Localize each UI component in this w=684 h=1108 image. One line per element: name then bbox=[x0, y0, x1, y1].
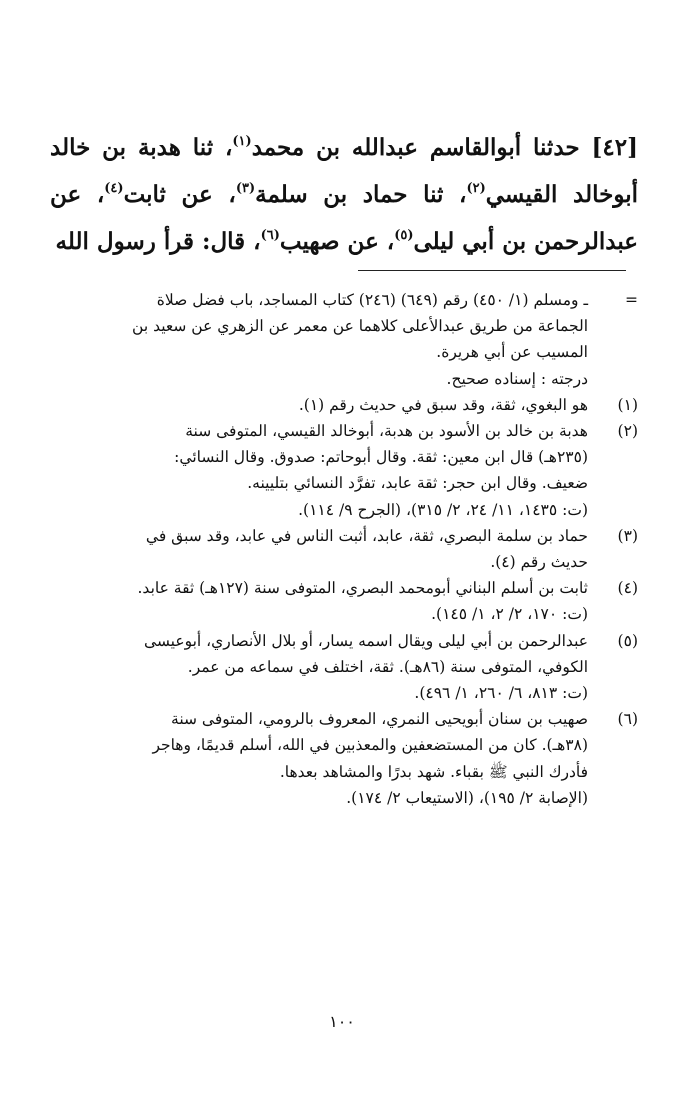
footnote-6 bbox=[42, 706, 638, 811]
hadith-text bbox=[50, 124, 638, 265]
footnote-ref[interactable]: (٣) bbox=[235, 181, 256, 196]
footnote-line: ضعيف. وقال ابن حجر: ثقة عابد، تفرَّد النسائي بتليينه. bbox=[247, 474, 588, 493]
footnote-line: هو البغوي، ثقة، وقد سبق في حديث رقم (١). bbox=[298, 395, 588, 414]
footnote-body bbox=[42, 575, 588, 627]
footnote-body bbox=[42, 706, 588, 811]
hadith-number: [٤٢] bbox=[591, 134, 638, 161]
footnote-line: درجته : إسناده صحيح. bbox=[446, 369, 588, 388]
footnote-line: فأدرك النبي ﷺ بقباء. شهد بدرًا والمشاهد بعدها. bbox=[279, 762, 588, 781]
continuation-marker: = bbox=[625, 291, 638, 309]
footnote-ref[interactable]: (٥) bbox=[394, 228, 414, 243]
hadith-segment: ، عن صهيب bbox=[279, 228, 395, 255]
footnote-line: عبدالرحمن بن أبي ليلى ويقال اسمه يسار، أو بلال الأنصاري، أبوعيسى bbox=[143, 631, 588, 650]
footnote-line: الجماعة من طريق عبدالأعلى كلاهما عن معمر عن الزهري عن سعيد بن bbox=[132, 317, 588, 336]
footnote-ref[interactable]: (١) bbox=[232, 134, 252, 149]
footnote-line: ثابت بن أسلم البناني أبومحمد البصري، المتوفى سنة (١٢٧هـ) ثقة عابد. bbox=[137, 579, 588, 598]
page-number: ١٠٠ bbox=[329, 1012, 355, 1031]
footnote-5 bbox=[42, 628, 638, 707]
footnote-body bbox=[42, 523, 588, 575]
footnote-body bbox=[42, 418, 588, 523]
footnote-body bbox=[42, 287, 588, 392]
footnote-marker: (٤) bbox=[617, 579, 638, 598]
footnote-ref[interactable]: (٢) bbox=[466, 181, 486, 196]
footnote-1 bbox=[42, 392, 638, 418]
footnote-ref[interactable]: (٤) bbox=[104, 181, 124, 196]
footnote-marker: (٥) bbox=[617, 631, 638, 650]
footnote-line: (٢٣٥هـ) قال ابن معين: ثقة. وقال أبوحاتم: صدوق. وقال النسائي: bbox=[174, 448, 588, 467]
footnote-line: (ت: ١٧٠، ٢/ ٢، ١/ ١٤٥). bbox=[431, 605, 588, 624]
footnote-body bbox=[42, 392, 588, 418]
footnote-marker: (٢) bbox=[617, 422, 638, 441]
hadith-segment: ، قال: قرأ رسول الله bbox=[55, 228, 261, 255]
footnote-body bbox=[42, 628, 588, 707]
footnote-line: (ت: ١٤٣٥، ١١/ ٢٤، ٢/ ٣١٥)، (الجرح ٩/ ١١٤). bbox=[298, 500, 588, 519]
footnotes-section bbox=[42, 287, 638, 811]
footnote-line: حديث رقم (٤). bbox=[490, 553, 588, 572]
footnote-2 bbox=[42, 418, 638, 523]
footnote-separator bbox=[358, 270, 626, 271]
hadith-segment: ، ثنا حماد بن سلمة bbox=[255, 181, 467, 208]
footnote-line: المسيب عن أبي هريرة. bbox=[436, 343, 588, 362]
hadith-segment: ، ثنا هدبة بن خالد أبوخالد القيسي bbox=[50, 134, 638, 208]
footnote-line: صهيب بن سنان أبويحيى النمري، المعروف بالرومي، المتوفى سنة bbox=[171, 710, 588, 729]
footnote-marker: (٦) bbox=[617, 710, 638, 729]
footnote-continuation bbox=[42, 287, 638, 392]
footnote-line: هدبة بن خالد بن الأسود بن هدبة، أبوخالد القيسي، المتوفى سنة bbox=[185, 422, 588, 441]
footnote-4 bbox=[42, 575, 638, 627]
hadith-segment: حدثنا أبوالقاسم عبدالله بن محمد bbox=[251, 134, 580, 161]
footnote-ref[interactable]: (٦) bbox=[260, 228, 280, 243]
footnote-line: حماد بن سلمة البصري، ثقة، عابد، أثبت الناس في عابد، وقد سبق في bbox=[145, 526, 588, 545]
hadith-segment: ، عن ثابت bbox=[123, 181, 236, 208]
footnote-line: (ت: ٨١٣، ٦/ ٢٦٠، ١/ ٤٩٦). bbox=[414, 684, 588, 703]
footnote-line: الكوفي، المتوفى سنة (٨٦هـ). ثقة، اختلف في سماعه من عمر. bbox=[187, 657, 588, 676]
hadith-segment: ، عن عبدالرحمن بن أبي ليلى bbox=[50, 181, 638, 255]
footnote-3 bbox=[42, 523, 638, 575]
footnote-line: (الإصابة ٢/ ١٩٥)، (الاستيعاب ٢/ ١٧٤). bbox=[346, 788, 588, 807]
footnote-marker: (١) bbox=[617, 395, 638, 414]
footnote-line: ـ ومسلم (١/ ٤٥٠) رقم (٦٤٩) (٢٤٦) كتاب المساجد، باب فضل صلاة bbox=[156, 291, 588, 309]
footnote-marker: (٣) bbox=[617, 526, 638, 545]
footnote-line: (٣٨هـ). كان من المستضعفين والمعذبين في الله، أسلم قديمًا، وهاجر bbox=[152, 736, 588, 755]
